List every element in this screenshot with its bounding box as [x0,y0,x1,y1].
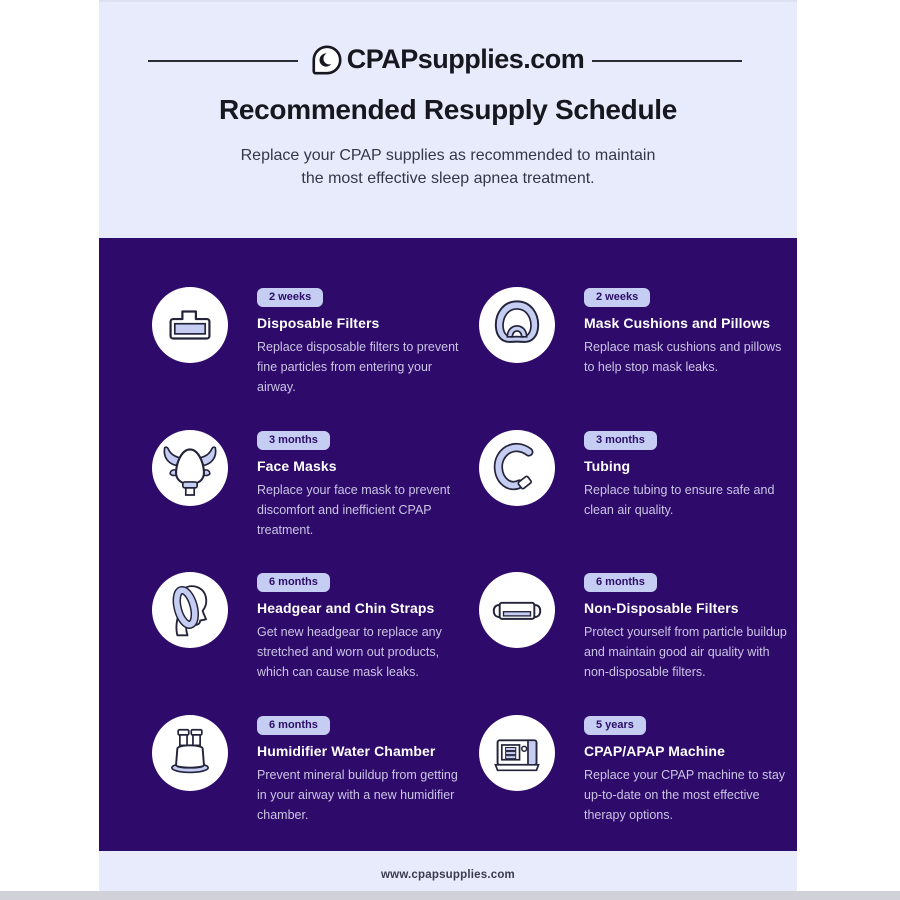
page-subtitle-line2: the most effective sleep apnea treatment. [301,170,595,187]
disposable-filter-icon [152,287,228,363]
brand-name: CPAPsupplies.com [346,44,585,74]
schedule-panel [99,238,797,851]
schedule-item-humidifier-chamber [152,715,465,825]
viewport-bottom-strip [0,891,900,900]
schedule-item-disposable-filters [152,287,465,397]
item-description: Prevent mineral buildup from getting in your airway with a new humidifier chamber. [257,768,458,822]
brand-logo [99,44,797,75]
item-title: Tubing [584,458,631,474]
page-subtitle-line1: Replace your CPAP supplies as recommended to maintain [240,147,656,164]
headgear-chin-strap-icon [152,572,228,648]
schedule-item-mask-cushions [479,287,792,377]
footer-url: www.cpapsupplies.com [381,869,515,881]
interval-badge: 3 months [257,431,330,450]
speech-bubble-moon-icon [312,45,342,75]
schedule-item-non-disposable-filters [479,572,792,682]
item-title: Non-Disposable Filters [584,600,739,616]
schedule-item-face-masks [152,430,465,540]
page-title: Recommended Resupply Schedule [218,94,678,125]
interval-badge: 2 weeks [257,288,323,307]
face-mask-icon [152,430,228,506]
item-description: Replace your face mask to prevent discomfort and inefficient CPAP treatment. [257,483,451,537]
item-description: Replace your CPAP machine to stay up-to-date on the most effective therapy options. [584,768,786,822]
item-title: Humidifier Water Chamber [257,743,436,759]
interval-badge: 3 months [584,431,657,450]
item-description: Replace mask cushions and pillows to help stop mask leaks. [584,340,782,374]
item-title: Headgear and Chin Straps [257,600,435,616]
item-description: Replace disposable filters to prevent fine particles from entering your airway. [257,340,459,394]
schedule-item-cpap-machine [479,715,792,825]
schedule-item-tubing [479,430,792,520]
item-title: CPAP/APAP Machine [584,743,725,759]
interval-badge: 6 months [257,716,330,735]
interval-badge: 6 months [257,573,330,592]
item-description: Protect yourself from particle buildup and maintain good air quality with non-disposable filters. [584,625,787,679]
item-description: Replace tubing to ensure safe and clean air quality. [584,483,775,517]
item-title: Disposable Filters [257,315,380,331]
item-title: Face Masks [257,458,337,474]
item-description: Get new headgear to replace any stretched and worn out products, which can cause mask leaks. [257,625,442,679]
tubing-icon [479,430,555,506]
interval-badge: 6 months [584,573,657,592]
mask-cushion-icon [479,287,555,363]
cpap-machine-icon [479,715,555,791]
non-disposable-filter-icon [479,572,555,648]
item-title: Mask Cushions and Pillows [584,315,771,331]
humidifier-chamber-icon [152,715,228,791]
interval-badge: 5 years [584,716,646,735]
infographic-page [99,0,797,891]
page-subtitle [99,144,797,190]
interval-badge: 2 weeks [584,288,650,307]
schedule-item-headgear [152,572,465,682]
